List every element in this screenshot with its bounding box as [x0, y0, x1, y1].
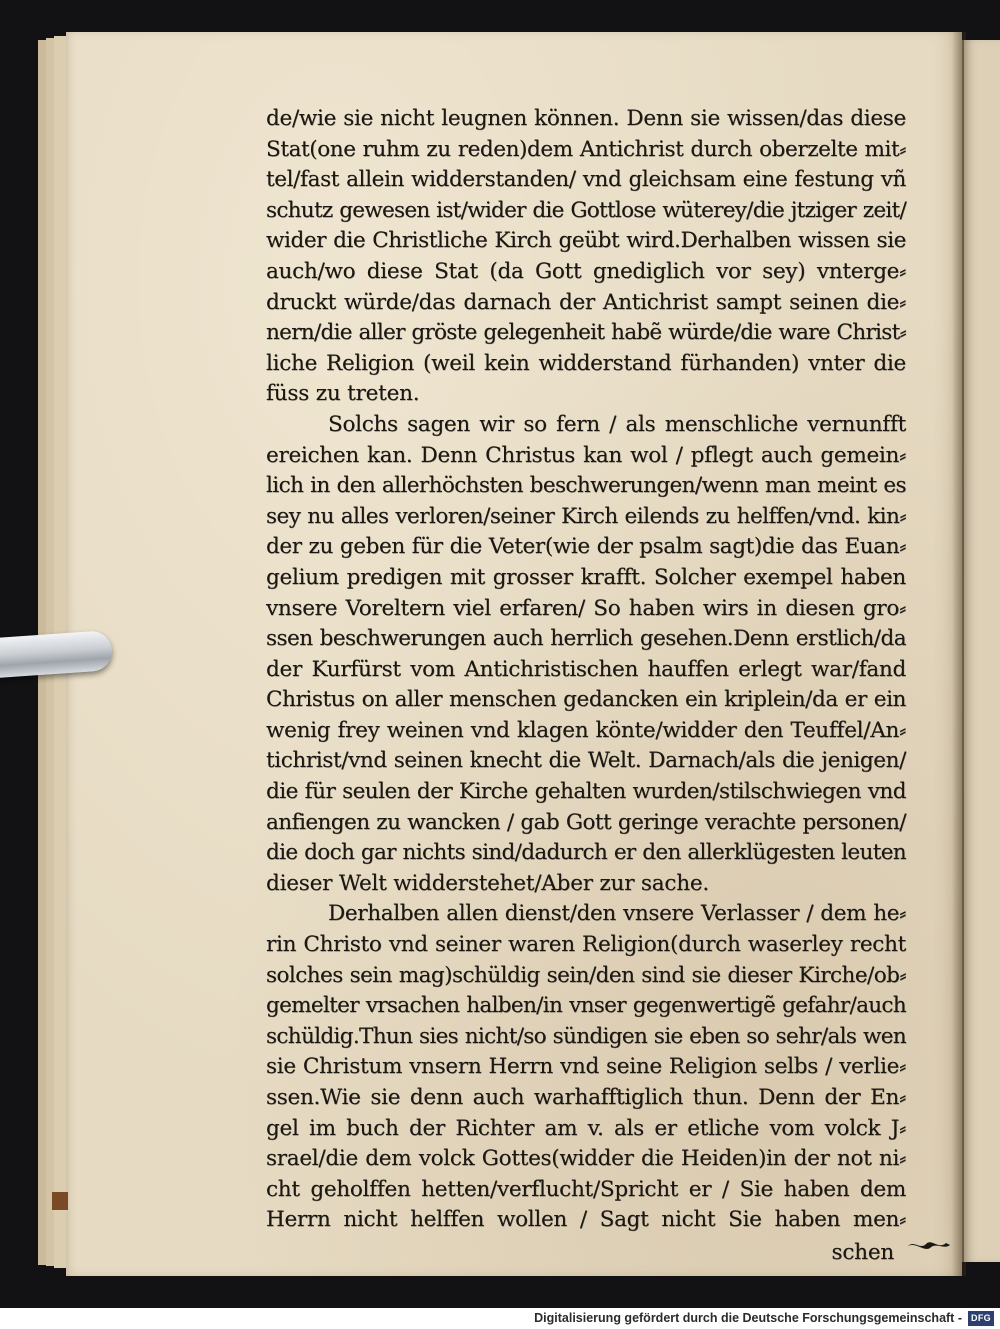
- text-line: Derhalben allen dienst/den vnsere Verlasser / dem he⸗: [328, 901, 906, 927]
- edge-marker: [52, 1192, 68, 1210]
- text-line: der Kurfürst vom Antichristischen hauffen erlegt war/fand: [266, 656, 906, 682]
- text-line: ssen.Wie sie denn auch warhafftiglich thun. Denn der En⸗: [266, 1085, 906, 1110]
- text-line: liche Religion (weil kein widderstand fürhanden) vnter die: [266, 350, 906, 376]
- tailpiece-ornament-icon: [906, 1238, 952, 1252]
- text-line: ssen beschwerungen auch herrlich gesehen.Denn erstlich/da: [266, 626, 906, 652]
- footer-bar: [0, 1308, 1000, 1329]
- catchword: schen: [831, 1239, 894, 1265]
- text-line: gelium predigen mit grosser krafft. Solcher exempel haben: [266, 564, 906, 590]
- funding-credit: Digitalisierung gefördert durch die Deutsche Forschungsgemeinschaft -: [534, 1311, 962, 1325]
- text-line: de/wie sie nicht leugnen können. Denn sie wissen/das diese: [266, 106, 906, 131]
- text-line: tichrist/vnd seinen knecht die Welt. Darnach/als die jenigen/: [266, 748, 906, 774]
- text-line: sey nu alles verloren/seiner Kirch eilends zu helffen/vnd. kin⸗: [266, 503, 906, 529]
- text-line: tel/fast allein widderstanden/ vnd gleichsam eine festung vñ: [266, 167, 906, 193]
- text-line: lich in den allerhöchsten beschwerungen/wenn man meint es: [266, 473, 906, 499]
- text-line: Stat(one ruhm zu reden)dem Antichrist durch oberzelte mit⸗: [266, 136, 906, 162]
- text-line: nern/die aller gröste gelegenheit habẽ würde/die ware Christ⸗: [266, 320, 906, 346]
- dfg-logo: DFG: [968, 1311, 994, 1326]
- text-line: gemelter vrsachen halben/in vnser gegenwertigẽ gefahr/auch: [266, 993, 906, 1019]
- text-line: druckt würde/das darnach der Antichrist sampt seinen die⸗: [266, 289, 906, 315]
- text-line: der zu geben für die Veter(wie der psalm sagt)die das Euan⸗: [266, 534, 906, 560]
- text-line: schüldig.Thun sies nicht/so sündigen sie eben so sehr/als wen: [266, 1023, 906, 1049]
- text-line: die doch gar nichts sind/dadurch er den allerklügesten leuten: [266, 840, 906, 866]
- text-line: auch/wo diese Stat (da Gott gnediglich vor sey) vnterge⸗: [266, 258, 906, 284]
- page-text-block: [266, 104, 906, 1269]
- text-line: wenig frey weinen vnd klagen könte/widder den Teuffel/An⸗: [266, 717, 906, 743]
- text-line: Herrn nicht helffen wollen / Sagt nicht Sie haben men⸗: [266, 1207, 906, 1233]
- text-line: rin Christo vnd seiner waren Religion(durch waserley recht: [266, 932, 906, 958]
- text-line: solches sein mag)schüldig sein/den sind sie dieser Kirche/ob⸗: [266, 962, 906, 988]
- text-line: gel im buch der Richter am v. als er etliche vom volck J⸗: [266, 1115, 906, 1141]
- text-line: vnsere Voreltern viel erfaren/ So haben wirs in diesen gro⸗: [266, 595, 906, 621]
- text-line: cht geholffen hetten/verflucht/Spricht er / Sie haben dem: [266, 1176, 906, 1202]
- text-line: die für seulen der Kirche gehalten wurden/stilschwiegen vnd: [266, 779, 906, 805]
- facing-page-edge: [962, 40, 1000, 1262]
- text-line: sie Christum vnsern Herrn vnd seine Religion selbs / verlie⸗: [266, 1054, 906, 1080]
- text-line: füss zu treten.: [266, 381, 420, 407]
- text-line: schutz gewesen ist/wider die Gottlose wüterey/die jtziger zeit/: [266, 197, 906, 223]
- text-line: Solchs sagen wir so fern / als menschliche vernunfft: [328, 411, 906, 437]
- text-line: ereichen kan. Denn Christus kan wol / pflegt auch gemein⸗: [266, 442, 906, 468]
- text-line: dieser Welt widderstehet/Aber zur sache.: [266, 870, 710, 896]
- text-line: anfiengen zu wancken / gab Gott geringe verachte personen/: [266, 809, 906, 835]
- text-line: Christus on aller menschen gedancken ein kriplein/da er ein: [266, 687, 906, 713]
- text-line: wider die Christliche Kirch geübt wird.Derhalben wissen sie: [266, 228, 906, 254]
- text-line: srael/die dem volck Gottes(widder die Heiden)in der not ni⸗: [266, 1146, 906, 1172]
